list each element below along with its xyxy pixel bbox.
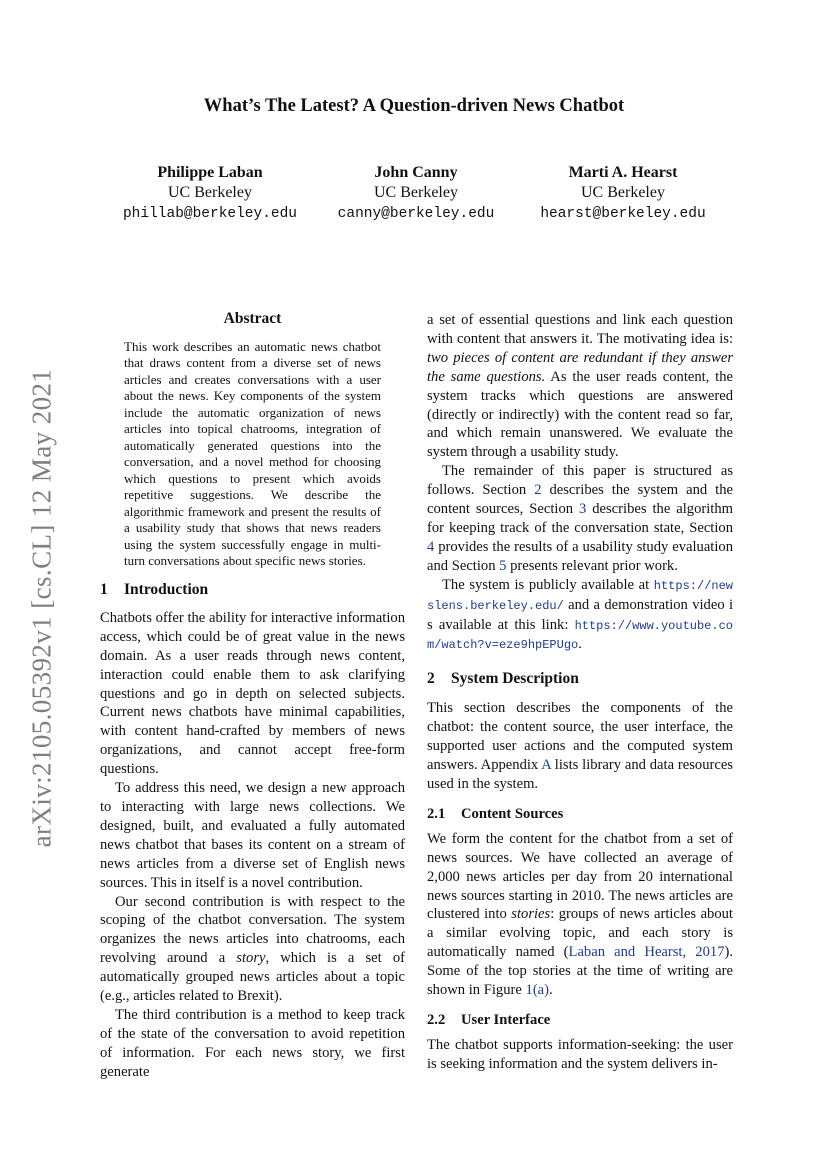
emphasis: stories	[511, 906, 551, 923]
subsection-number: 2.1	[427, 805, 446, 822]
section-heading-system-description	[427, 669, 733, 689]
text-span: : groups of news articles about a similar evolving topic, and each story is automatically named (	[427, 906, 733, 961]
intro-continued-paragraph	[427, 311, 733, 462]
content-sources-paragraph	[427, 830, 733, 1000]
intro-paragraph-1: Chatbots offer the ability for interactive information access, which could be of great value in the news domain. As a user reads through news content, interaction could enable them to ask clarifying questions and go in depth on selected subjects. Current news chatbots have minimal capabilities, with content hand-crafted by members of news organizations, and cannot accept free-form questions.	[100, 609, 405, 778]
left-column	[100, 310, 405, 1082]
text-span: We form the content for the chatbot from a set of news sources. We have collected an average of 2,000 news articles per day from 20 international news sources starting in 2010. The news articles are clustered into	[427, 830, 733, 923]
text-span: provides the results of a usability study evaluation and Section	[427, 538, 733, 574]
abstract-text: This work describes an automatic news chatbot that draws content from a diverse set of news articles and creates conversations with a user about the news. Key components of the system include the automatic organization of news articles into topical chatrooms, integration of automatically generated questions into the conversation, and a novel method for choosing which questions to present which avoids repetitive suggestions. We describe the algorithmic framework and present the results of a usability study that shows that news readers using the system successfully engage in multi-turn conversations about specific news stories.	[124, 338, 381, 569]
arxiv-stamp	[22, 358, 62, 858]
author-email[interactable]: canny@berkeley.edu	[337, 206, 495, 222]
author-email[interactable]: phillab@berkeley.edu	[122, 206, 298, 222]
subsection-heading-content-sources	[427, 804, 733, 824]
text-span: describes the system and the content sources, Section	[427, 482, 733, 518]
text-span: , which is a set of automatically grouped news articles about a topic (e.g., articles related to Brexit).	[100, 950, 405, 1005]
paper-title: What’s The Latest? A Question-driven News Chatbot	[203, 96, 625, 116]
author-name: John Canny	[374, 164, 458, 181]
abstract-heading: Abstract	[223, 310, 282, 327]
subsection-number: 2.2	[427, 1012, 446, 1028]
section-link-3[interactable]: 3	[578, 501, 587, 518]
text-span: As the user reads content, the system tracks which questions are answered (directly or indirectly) with the content read so far, and which remain unanswered. We evaluate the system through a usability study.	[427, 368, 734, 461]
text-span: describes the algorithm for keeping track of the conversation state, Section	[427, 501, 733, 536]
figure-link[interactable]: 1(a)	[525, 982, 550, 999]
subsection-title: User Interface	[461, 1012, 551, 1028]
intro-paragraph-3	[100, 893, 405, 1006]
author-name: Philippe Laban	[157, 164, 263, 181]
author-affiliation: UC Berkeley	[581, 184, 665, 201]
text-span: .	[578, 636, 582, 653]
user-interface-paragraph: The chatbot supports information-seeking: the user is seeking information and the system delivers in-	[427, 1037, 733, 1072]
emphasis: two pieces of content are redundant if they answer the same questions.	[427, 349, 733, 385]
text-span: The remainder of this paper is structured as follows. Section	[427, 463, 733, 499]
section-link-5[interactable]: 5	[499, 557, 507, 574]
text-span: and a demonstration video is available at this link:	[427, 596, 733, 633]
availability-paragraph	[427, 576, 733, 656]
arxiv-stamp-text: arXiv:2105.05392v1 [cs.CL] 12 May 2021	[26, 368, 57, 848]
author-1	[90, 163, 330, 225]
section-title: System Description	[451, 670, 579, 688]
citation-link[interactable]: Laban and Hearst, 2017	[568, 944, 725, 961]
section-link-4[interactable]: 4	[427, 538, 435, 555]
author-name: Marti A. Hearst	[568, 164, 678, 181]
section-heading-introduction	[100, 580, 405, 600]
emphasis: story	[236, 950, 266, 967]
section-number: 2	[427, 670, 435, 688]
author-affiliation: UC Berkeley	[374, 184, 458, 201]
text-span: .	[549, 982, 553, 999]
author-email[interactable]: hearst@berkeley.edu	[540, 206, 706, 222]
video-url-link[interactable]: https://www.youtube.com/watch?v=eze9hpEPUgo	[427, 618, 733, 653]
subsection-title: Content Sources	[461, 805, 564, 822]
text-span: a set of essential questions and link each question with content that answers it. The motivating idea is:	[427, 312, 733, 347]
author-affiliation: UC Berkeley	[168, 184, 252, 201]
text-span: Our second contribution is with respect to the scoping of the chatbot conversation. The system organizes the news articles into chatrooms, each revolving around a	[100, 893, 405, 967]
appendix-link[interactable]: A	[541, 757, 551, 774]
author-2	[296, 163, 536, 225]
text-span: ). Some of the top stories at the time of writing are shown in Figure	[427, 944, 734, 999]
intro-paragraph-2: To address this need, we design a new approach to interacting with large news collections. We designed, built, and evaluated a fully automated news chatbot that bases its content on a stream of news articles from a diverse set of English news sources. This in itself is a novel contribution.	[100, 780, 405, 891]
section-number: 1	[100, 580, 108, 598]
section-title: Introduction	[124, 580, 209, 598]
section-link-2[interactable]: 2	[534, 482, 542, 499]
author-3	[503, 163, 743, 225]
text-span: lists library and data resources used in the system.	[427, 757, 733, 792]
structure-paragraph	[427, 462, 733, 575]
text-span: The system is publicly available at	[442, 576, 654, 593]
text-span: This section describes the components of the chatbot: the content source, the user interface, the supported user actions and the computed system answers. Appendix	[427, 700, 733, 774]
text-span: presents relevant prior work.	[506, 557, 678, 574]
subsection-heading-user-interface	[427, 1010, 733, 1030]
system-url-link[interactable]: https://newslens.berkeley.edu/	[427, 578, 733, 613]
intro-paragraph-4: The third contribution is a method to keep track of the state of the conversation to avoid repetition of information. For each news story, we first generate	[100, 1006, 405, 1080]
right-column	[427, 311, 733, 1074]
system-paragraph	[427, 699, 733, 794]
